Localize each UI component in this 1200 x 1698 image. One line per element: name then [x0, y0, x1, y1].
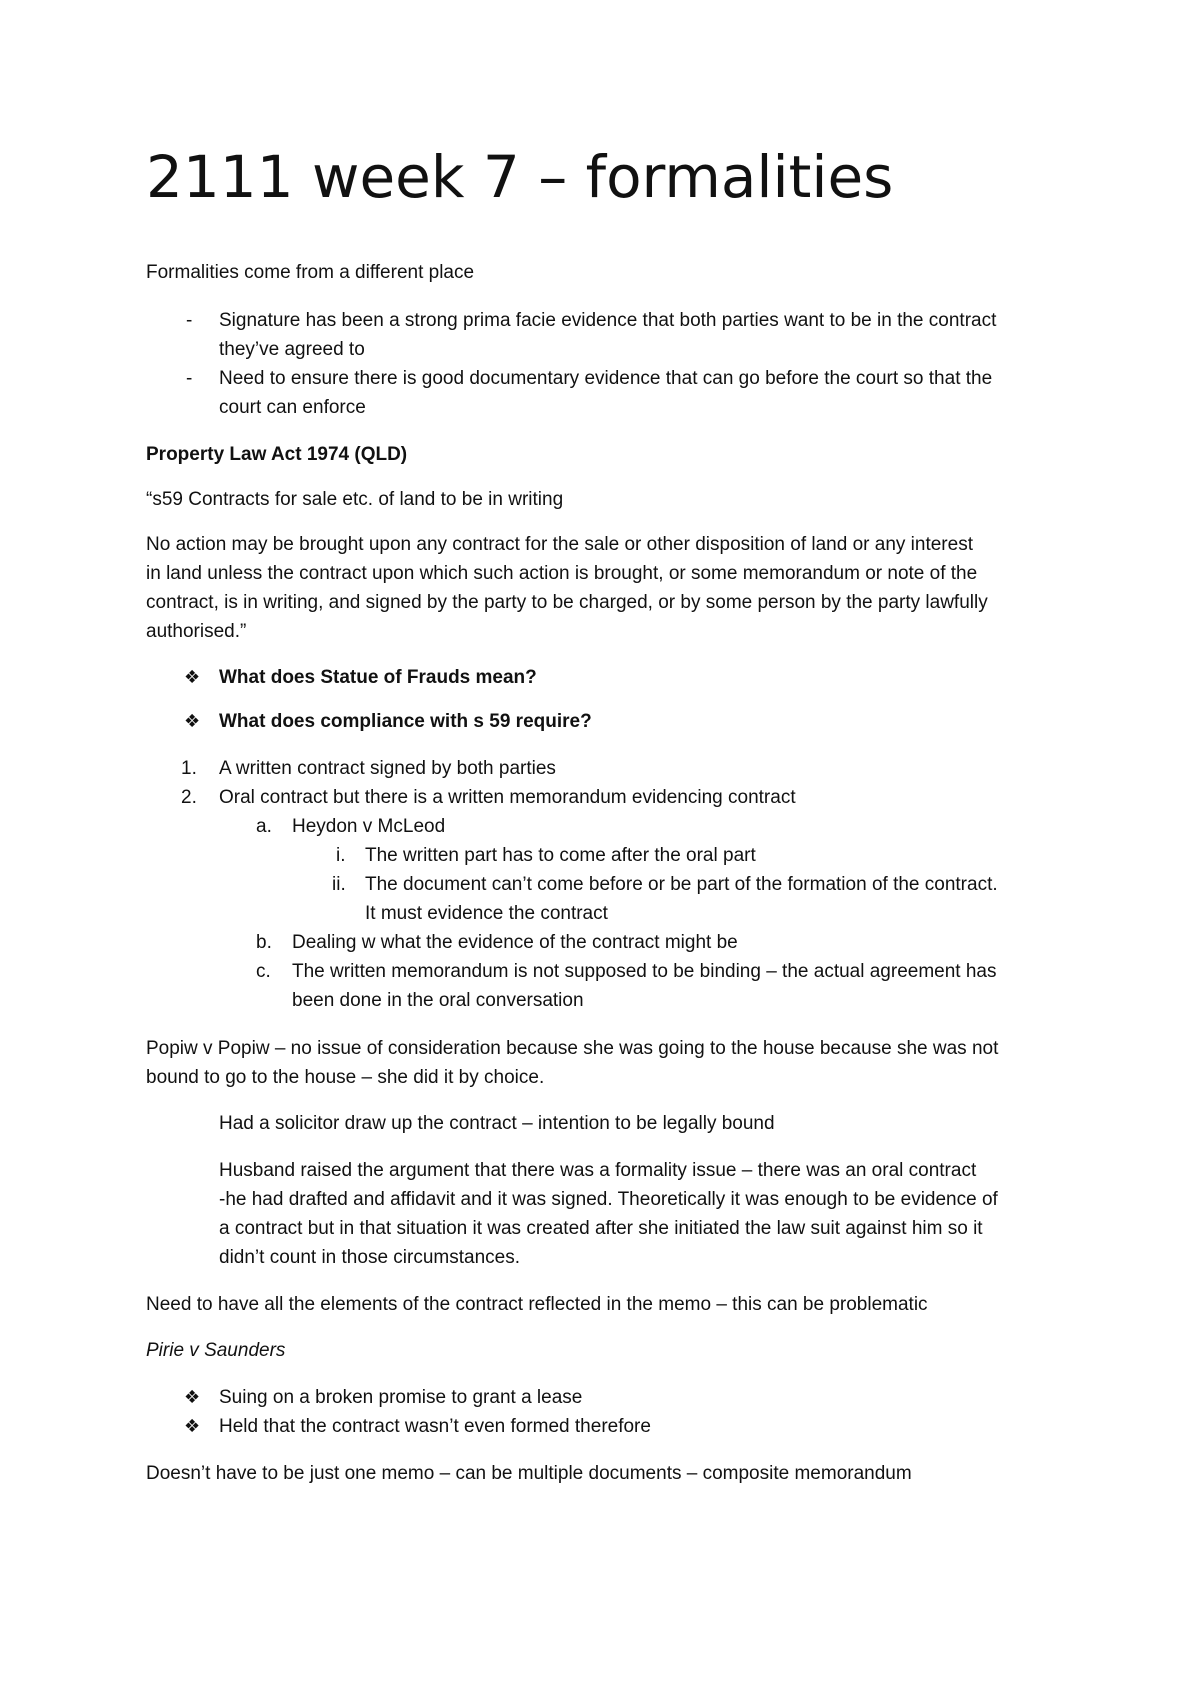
husband-line: Husband raised the argument that there was a formality issue – there was an oral contract [219, 1160, 977, 1181]
solicitor-note: Had a solicitor draw up the contract – intention to be legally bound [219, 1113, 775, 1134]
husband-line: didn’t count in those circumstances. [219, 1247, 520, 1268]
list-roman: ii. [332, 874, 346, 895]
diamond-bullet-icon: ❖ [184, 711, 201, 731]
list-number: 1. [181, 758, 197, 779]
s59-text-line: authorised.” [146, 621, 247, 642]
list-item: been done in the oral conversation [292, 990, 584, 1011]
list-item: It must evidence the contract [365, 903, 608, 924]
bullet-line: they’ve agreed to [219, 339, 365, 360]
question-item: What does compliance with s 59 require? [219, 711, 592, 732]
list-letter: c. [256, 961, 271, 982]
popiw-line: bound to go to the house – she did it by choice. [146, 1067, 545, 1088]
intro-text: Formalities come from a different place [146, 262, 475, 283]
question-item: What does Statue of Frauds mean? [219, 667, 537, 688]
list-item: Dealing w what the evidence of the contract might be [292, 932, 738, 953]
pirie-bullet: Suing on a broken promise to grant a lease [219, 1387, 583, 1408]
case-name: Pirie v Saunders [146, 1340, 286, 1361]
page-title: 2111 week 7 – formalities [146, 143, 894, 211]
list-roman: i. [336, 845, 346, 866]
s59-text-line: contract, is in writing, and signed by the party to be charged, or by some person by the party lawfully [146, 592, 988, 613]
list-item: The written memorandum is not supposed to be binding – the actual agreement has [292, 961, 997, 982]
s59-text-line: in land unless the contract upon which such action is brought, or some memorandum or note of the [146, 563, 978, 584]
list-item: Heydon v McLeod [292, 816, 446, 837]
act-heading: Property Law Act 1974 (QLD) [146, 444, 408, 465]
popiw-line: Popiw v Popiw – no issue of consideration because she was going to the house because she was not [146, 1038, 999, 1059]
list-item: A written contract signed by both parties [219, 758, 556, 779]
husband-line: -he had drafted and affidavit and it was signed. Theoretically it was enough to be evidence of [219, 1189, 998, 1210]
dash-marker: - [186, 310, 193, 331]
composite-note: Doesn’t have to be just one memo – can be multiple documents – composite memorandum [146, 1463, 912, 1484]
s59-text-line: No action may be brought upon any contract for the sale or other disposition of land or any interest [146, 534, 973, 555]
bullet-line: Need to ensure there is good documentary evidence that can go before the court so that the [219, 368, 993, 389]
diamond-bullet-icon: ❖ [184, 1416, 201, 1436]
s59-heading: “s59 Contracts for sale etc. of land to be in writing [146, 489, 564, 510]
pirie-bullet: Held that the contract wasn’t even formed therefore [219, 1416, 651, 1437]
dash-marker: - [186, 368, 193, 389]
list-item: Oral contract but there is a written memorandum evidencing contract [219, 787, 796, 808]
memo-note: Need to have all the elements of the contract reflected in the memo – this can be problematic [146, 1294, 928, 1315]
list-item: The document can’t come before or be part of the formation of the contract. [365, 874, 998, 895]
list-letter: a. [256, 816, 272, 837]
list-number: 2. [181, 787, 197, 808]
husband-line: a contract but in that situation it was created after she initiated the law suit against him so it [219, 1218, 983, 1239]
bullet-line: Signature has been a strong prima facie evidence that both parties want to be in the contract [219, 310, 997, 331]
list-item: The written part has to come after the oral part [365, 845, 756, 866]
bullet-line: court can enforce [219, 397, 366, 418]
diamond-bullet-icon: ❖ [184, 667, 201, 687]
list-letter: b. [256, 932, 272, 953]
diamond-bullet-icon: ❖ [184, 1387, 201, 1407]
